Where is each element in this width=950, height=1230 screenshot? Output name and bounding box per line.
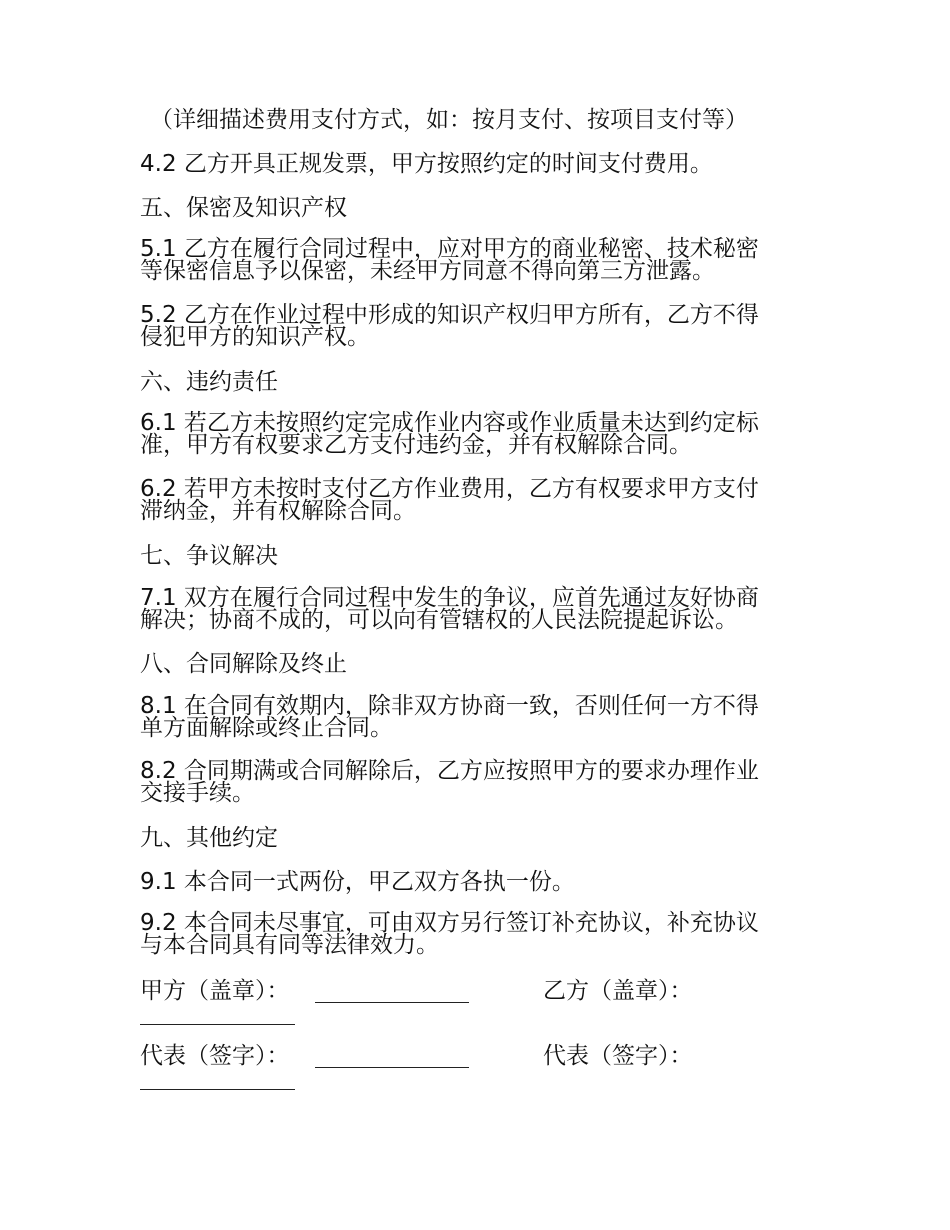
section-heading-7: 七、争议解决 (140, 543, 278, 569)
clause-8-1 (140, 695, 808, 739)
party-b-seal-label: 乙方（盖章）： (543, 978, 693, 1004)
clause-8-2-line-2: 交接手续。 (140, 780, 255, 806)
clause-5-2-line-1: 5.2 乙方在作业过程中形成的知识产权归甲方所有，乙方不得 (140, 302, 759, 328)
clause-8-2 (140, 760, 808, 804)
rep-a-sign-label: 代表（签字）： (140, 1043, 290, 1069)
clause-7-1-line-1: 7.1 双方在履行合同过程中发生的争议，应首先通过友好协商 (140, 585, 759, 611)
clause-6-2-line-1: 6.2 若甲方未按时支付乙方作业费用，乙方有权要求甲方支付 (140, 476, 759, 502)
clause-6-1-line-1: 6.1 若乙方未按照约定完成作业内容或作业质量未达到约定标 (140, 410, 759, 436)
clause-6-2-line-2: 滞纳金，并有权解除合同。 (140, 498, 416, 524)
clause-9-1: 9.1 本合同一式两份，甲乙双方各执一份。 (140, 869, 575, 895)
clause-8-2-line-1: 8.2 合同期满或合同解除后，乙方应按照甲方的要求办理作业 (140, 758, 759, 784)
clause-5-2 (140, 304, 808, 348)
rep-b-sign-label: 代表（签字）： (543, 1043, 693, 1069)
clause-5-1 (140, 238, 808, 282)
clause-7-1 (140, 587, 808, 631)
clause-4-2: 4.2 乙方开具正规发票，甲方按照约定的时间支付费用。 (140, 151, 713, 177)
section-heading-8: 八、合同解除及终止 (140, 651, 347, 677)
clause-6-2 (140, 478, 808, 522)
party-a-seal-label: 甲方（盖章）： (140, 978, 290, 1004)
clause-9-2 (140, 912, 808, 956)
clause-9-2-line-1: 9.2 本合同未尽事宜，可由双方另行签订补充协议，补充协议 (140, 910, 759, 936)
clause-6-1 (140, 412, 808, 456)
section-heading-6: 六、违约责任 (140, 369, 278, 395)
party-b-seal-blank (140, 1024, 295, 1025)
clause-5-2-line-2: 侵犯甲方的知识产权。 (140, 324, 370, 350)
rep-b-sign-blank (140, 1089, 295, 1090)
section-heading-5: 五、保密及知识产权 (140, 195, 347, 221)
clause-8-1-line-1: 8.1 在合同有效期内，除非双方协商一致，否则任何一方不得 (140, 693, 759, 719)
party-a-seal-blank (315, 1002, 469, 1003)
payment-method-note: （详细描述费用支付方式，如：按月支付、按项目支付等） (150, 107, 748, 133)
section-heading-9: 九、其他约定 (140, 825, 278, 851)
clause-5-1-line-1: 5.1 乙方在履行合同过程中，应对甲方的商业秘密、技术秘密 (140, 236, 759, 262)
rep-a-sign-blank (315, 1067, 469, 1068)
clause-9-2-line-2: 与本合同具有同等法律效力。 (140, 932, 439, 958)
clause-5-1-line-2: 等保密信息予以保密，未经甲方同意不得向第三方泄露。 (140, 258, 715, 284)
clause-8-1-line-2: 单方面解除或终止合同。 (140, 715, 393, 741)
clause-6-1-line-2: 准，甲方有权要求乙方支付违约金，并有权解除合同。 (140, 432, 692, 458)
clause-7-1-line-2: 解决；协商不成的，可以向有管辖权的人民法院提起诉讼。 (140, 607, 738, 633)
